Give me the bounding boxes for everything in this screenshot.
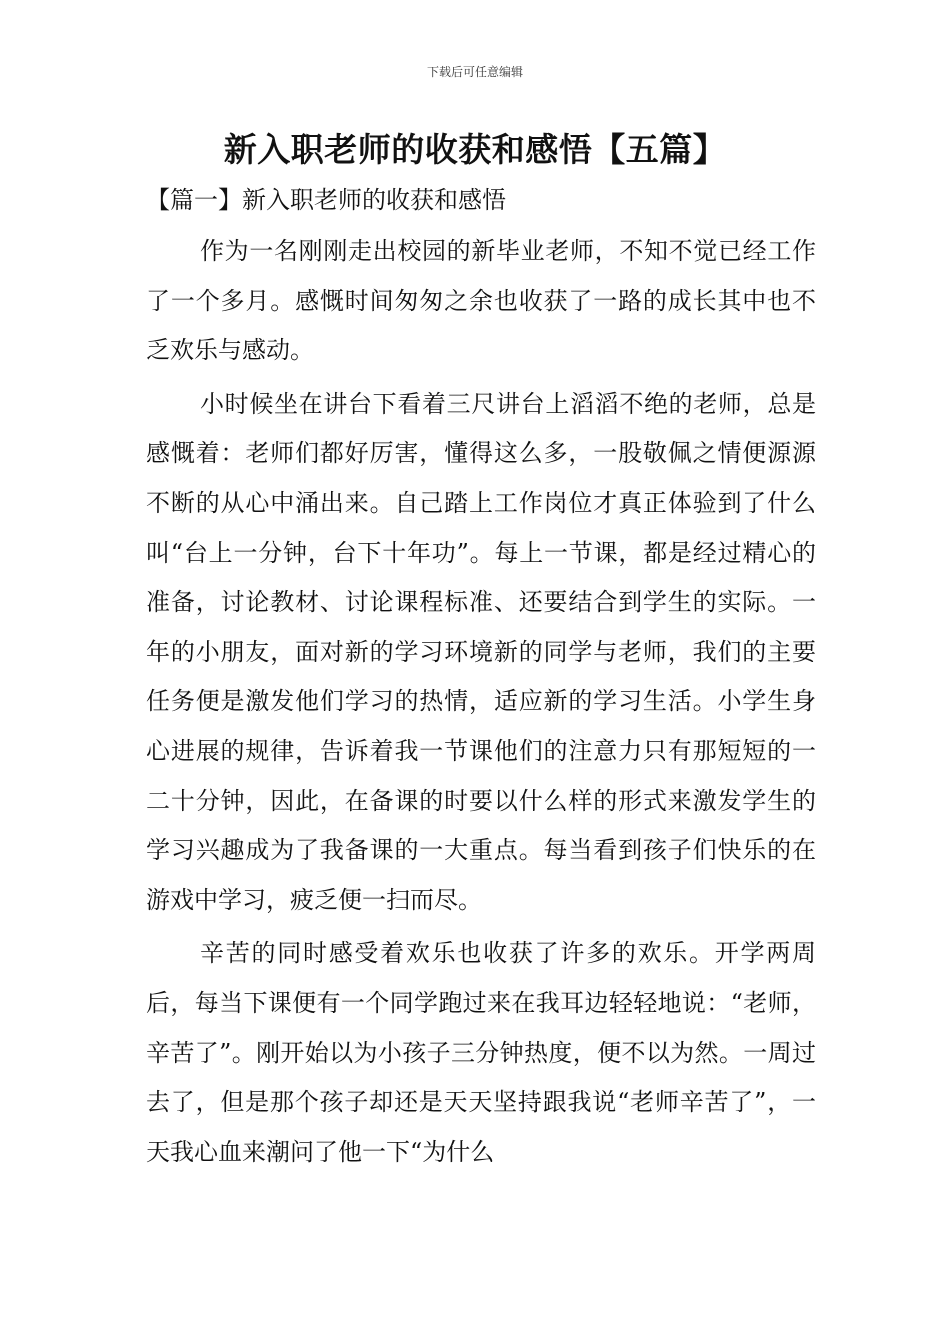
- section-heading: 【篇一】新入职老师的收获和感悟: [146, 186, 506, 214]
- header-note: 下载后可任意编辑: [426, 65, 523, 79]
- paragraph-3: 辛苦的同时感受着欢乐也收获了许多的欢乐。开学两周后，每当下课便有一个同学跑过来在我耳边轻轻地说：“老师，辛苦了”。刚开始以为小孩子三分钟热度，便不以为然。一周过去了，但是那个孩子却还是天天坚持跟我说“老师辛苦了”，一天我心血来潮问了他一下“为什么: [146, 939, 816, 1166]
- paragraph-1: 作为一名刚刚走出校园的新毕业老师，不知不觉已经工作了一个多月。感慨时间匆匆之余也收获了一路的成长其中也不乏欢乐与感动。: [146, 237, 816, 365]
- document-title: 新入职老师的收获和感悟【五篇】: [223, 130, 727, 169]
- paragraph-2: 小时候坐在讲台下看着三尺讲台上滔滔不绝的老师，总是感慨着：老师们都好厉害，懂得这么多，一股敬佩之情便源源不断的从心中涌出来。自己踏上工作岗位才真正体验到了什么叫“台上一分钟，台下十年功”。每上一节课，都是经过精心的准备，讨论教材、讨论课程标准、还要结合到学生的实际。一年的小朋友，面对新的学习环境新的同学与老师，我们的主要任务便是激发他们学习的热情，适应新的学习生活。小学生身心进展的规律，告诉着我一节课他们的注意力只有那短短的一二十分钟，因此，在备课的时要以什么样的形式来激发学生的学习兴趣成为了我备课的一大重点。每当看到孩子们快乐的在游戏中学习，疲乏便一扫而尽。: [146, 389, 816, 914]
- body-text: [146, 227, 816, 1181]
